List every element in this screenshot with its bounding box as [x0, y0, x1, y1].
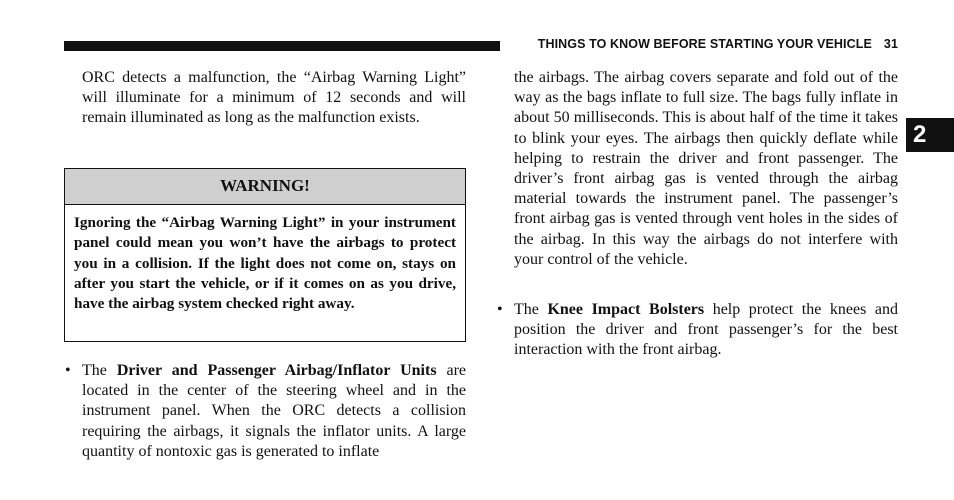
bullet-paragraph — [82, 361, 466, 462]
warning-body: Ignoring the “Airbag Warning Light” in your instrument panel could mean you won’t have the airbags to protect you in a collision. If the light does not come on, stays on after you start the vehicle, or if it comes on as you drive, have the airbag system checked right away. — [74, 214, 456, 313]
chapter-tab: 2 — [906, 118, 954, 152]
right-bullet-block — [497, 300, 899, 361]
warning-box — [64, 168, 466, 342]
bullet-rest: are located in the center of the steering wheel and in the instrument panel. When the ORC detects a collision requiring the airbags, it signals the inflator units. A large quantity of nontoxic gas is generated to inflate — [82, 362, 467, 460]
bullet-item-airbag-units — [65, 361, 467, 462]
right-continued — [514, 68, 898, 270]
bullet-icon: • — [65, 362, 71, 379]
header-rule — [64, 41, 500, 51]
bullet-item-knee-bolsters — [497, 300, 899, 361]
running-title: THINGS TO KNOW BEFORE STARTING YOUR VEHICLE — [537, 37, 872, 51]
left-intro — [82, 68, 466, 129]
bullet-lead: The — [514, 301, 548, 318]
bullet-rest: help protect the knees and position the driver and front passenger’s for the best interaction with the front airbag. — [514, 301, 899, 359]
bullet-icon: • — [497, 301, 503, 318]
intro-paragraph: ORC detects a malfunction, the “Airbag Warning Light” will illuminate for a minimum of 12 seconds and will remain illuminated as long as the malfunction exists. — [82, 69, 466, 127]
page-number: 31 — [883, 37, 898, 51]
running-header — [511, 37, 898, 51]
continued-paragraph: the airbags. The airbag covers separate and fold out of the way as the bags inflate to full size. The bags fully inflate in about 50 milliseconds. This is about half of the time it takes to blink your eyes. The airbags then quickly deflate while helping to restrain the driver and front passenger. The driver’s front airbag gas is vented through the airbag material towards the instrument panel. The passenger’s front airbag gas is vented through vent holes in the sides of the airbag. In this way the airbags do not interfere with your control of the vehicle. — [514, 69, 898, 268]
bullet-lead: The — [82, 362, 117, 379]
warning-title: WARNING! — [65, 169, 465, 205]
left-bullet-block — [65, 361, 467, 462]
bullet-term: Knee Impact Bolsters — [547, 301, 705, 318]
bullet-term: Driver and Passenger Airbag/Inflator Units — [116, 362, 437, 379]
bullet-paragraph — [514, 300, 898, 361]
